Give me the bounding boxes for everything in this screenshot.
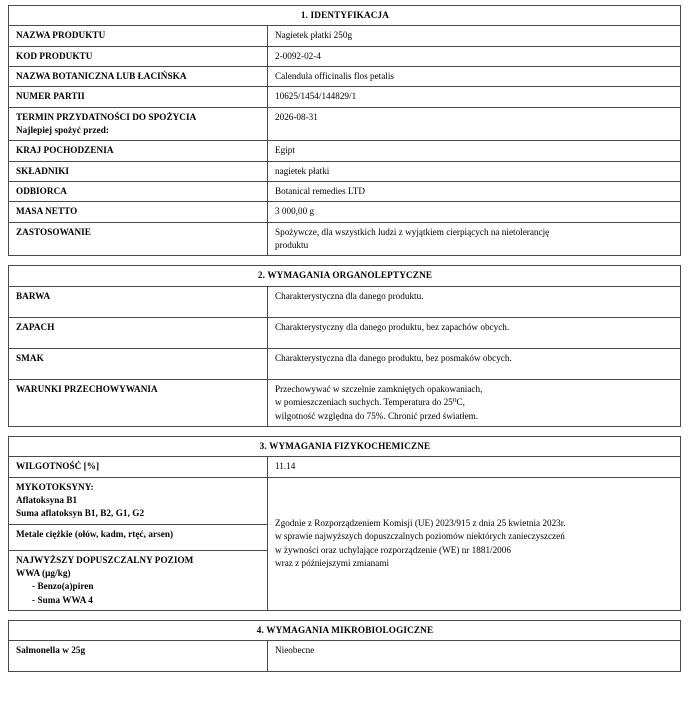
table-row [9, 379, 681, 426]
table-row [9, 26, 681, 46]
row-value-limits-regulation [268, 477, 681, 610]
row-value-masa-netto: 3 000,00 g [268, 202, 681, 222]
row-label-masa-netto: MASA NETTO [9, 202, 268, 222]
row-label-salmonella: Salmonella w 25g [9, 641, 268, 672]
regulation-line2: w sprawie najwyższych dopuszczalnych poziomów niektórych zanieczyszczeń [275, 531, 565, 542]
wwa-line2: WWA (µg/kg) [16, 567, 71, 578]
row-label-termin-line1: TERMIN PRZYDATNOŚCI DO SPOŻYCIA [16, 111, 197, 122]
section-title-mikrobiologiczne: 4. WYMAGANIA MIKROBIOLOGICZNE [9, 620, 681, 640]
zastosowanie-line1: Spożywcze, dla wszystkich ludzi z wyjątkiem cierpiących na nietolerancję [275, 226, 550, 237]
warunki-line3: wilgotność względna do 75%. Chronić przed światłem. [275, 410, 479, 421]
row-label-kraj-pochodzenia: KRAJ POCHODZENIA [9, 141, 268, 161]
row-value-wilgotnosc: 11.14 [268, 457, 681, 477]
section-organoleptyczne-table [8, 265, 681, 426]
regulation-line4: wraz z późniejszymi zmianami [275, 558, 390, 569]
table-row [9, 107, 681, 141]
mykotoksyny-line3: Suma aflatoksyn B1, B2, G1, G2 [16, 508, 145, 519]
row-label-termin-przydatnosci [9, 107, 268, 141]
row-label-nazwa-produktu: NAZWA PRODUKTU [9, 26, 268, 46]
row-value-nazwa-botaniczna: Calendula officinalis flos petalis [268, 67, 681, 87]
row-value-barwa: Charakterystyczna dla danego produktu. [268, 286, 681, 317]
row-value-odbiorca: Botanical remedies LTD [268, 182, 681, 202]
row-label-warunki-przechowywania: WARUNKI PRZECHOWYWANIA [9, 379, 268, 426]
section-title-row [9, 620, 681, 640]
mykotoksyny-line1: MYKOTOKSYNY: [16, 481, 94, 492]
section-title-row [9, 266, 681, 286]
table-row [9, 87, 681, 107]
row-label-numer-partii: NUMER PARTII [9, 87, 268, 107]
row-label-wilgotnosc: WILGOTNOŚĆ [%] [9, 457, 268, 477]
mykotoksyny-line2: Aflatoksyna B1 [16, 494, 78, 505]
row-value-kod-produktu: 2-0092-02-4 [268, 46, 681, 66]
table-row [9, 317, 681, 348]
wwa-line1: NAJWYŻSZY DOPUSZCZALNY POZIOM [16, 554, 194, 565]
row-label-zastosowanie: ZASTOSOWANIE [9, 222, 268, 256]
table-row [9, 182, 681, 202]
table-row [9, 348, 681, 379]
section-fizykochemiczne-table [8, 436, 681, 611]
table-row [9, 46, 681, 66]
row-value-zastosowanie [268, 222, 681, 256]
row-value-zapach: Charakterystyczny dla danego produktu, bez zapachów obcych. [268, 317, 681, 348]
row-label-zapach: ZAPACH [9, 317, 268, 348]
wwa-line4: - Suma WWA 4 [32, 594, 93, 605]
row-label-termin-line2: Najlepiej spożyć przed: [16, 125, 110, 136]
section-title-row [9, 6, 681, 26]
row-label-skladniki: SKŁADNIKI [9, 161, 268, 181]
row-label-smak: SMAK [9, 348, 268, 379]
warunki-line2: w pomieszczeniach suchych. Temperatura do 25⁰C, [275, 397, 465, 408]
table-row [9, 222, 681, 256]
row-label-metale-ciezkie: Metale ciężkie (ołów, kadm, rtęć, arsen) [9, 524, 268, 550]
row-value-nazwa-produktu: Nagietek płatki 250g [268, 26, 681, 46]
table-row [9, 286, 681, 317]
table-row [9, 641, 681, 672]
table-row [9, 477, 681, 524]
zastosowanie-line2: produktu [275, 240, 309, 251]
row-label-odbiorca: ODBIORCA [9, 182, 268, 202]
section-mikrobiologiczne-table [8, 620, 681, 672]
row-value-salmonella: Nieobecne [268, 641, 681, 672]
row-label-nazwa-botaniczna: NAZWA BOTANICZNA LUB ŁACIŃSKA [9, 67, 268, 87]
row-label-mykotoksyny [9, 477, 268, 524]
row-value-numer-partii: 10625/1454/144829/1 [268, 87, 681, 107]
table-row [9, 67, 681, 87]
table-row [9, 457, 681, 477]
row-value-warunki-przechowywania [268, 379, 681, 426]
regulation-line1: Zgodnie z Rozporządzeniem Komisji (UE) 2023/915 z dnia 25 kwietnia 2023r. [275, 518, 566, 529]
section-title-identyfikacja: 1. IDENTYFIKACJA [9, 6, 681, 26]
row-label-barwa: BARWA [9, 286, 268, 317]
table-row [9, 161, 681, 181]
row-value-smak: Charakterystyczna dla danego produktu, bez posmaków obcych. [268, 348, 681, 379]
row-label-wwa [9, 550, 268, 610]
row-value-kraj-pochodzenia: Egipt [268, 141, 681, 161]
wwa-line3: - Benzo(a)piren [32, 581, 94, 592]
table-row [9, 141, 681, 161]
section-identyfikacja-table [8, 5, 681, 256]
warunki-line1: Przechowywać w szczelnie zamkniętych opakowaniach, [275, 383, 483, 394]
section-title-organoleptyczne: 2. WYMAGANIA ORGANOLEPTYCZNE [9, 266, 681, 286]
row-label-kod-produktu: KOD PRODUKTU [9, 46, 268, 66]
row-value-termin-przydatnosci: 2026-08-31 [268, 107, 681, 141]
table-row [9, 202, 681, 222]
section-title-row [9, 436, 681, 456]
row-value-skladniki: nagietek płatki [268, 161, 681, 181]
section-title-fizykochemiczne: 3. WYMAGANIA FIZYKOCHEMICZNE [9, 436, 681, 456]
regulation-line3: w żywności oraz uchylające rozporządzenie (WE) nr 1881/2006 [275, 544, 511, 555]
